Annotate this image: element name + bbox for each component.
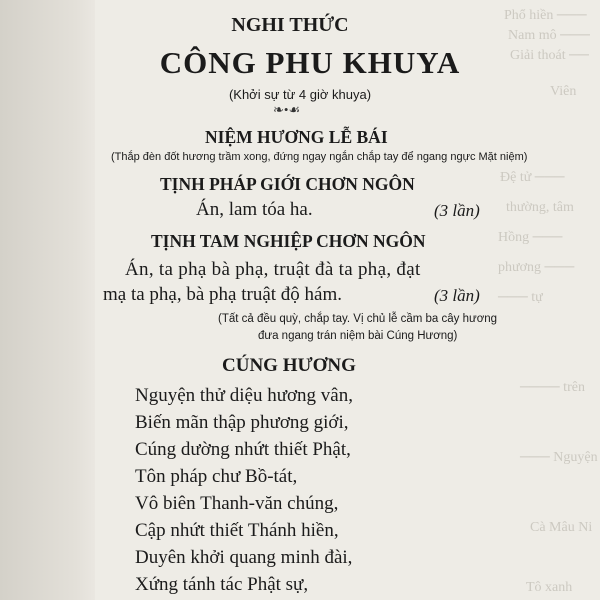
verse-line: Vô biên Thanh-văn chúng, [135, 493, 339, 514]
page-gutter-shadow [0, 0, 95, 600]
rubric-note-1: (Thắp đèn đốt hương trầm xong, đứng ngay ngắn chắp tay để ngang ngực Mặt niệm) [111, 151, 528, 163]
subtitle: (Khởi sự từ 4 giờ khuya) [228, 87, 372, 102]
repeat-count-2: (3 lần) [434, 286, 480, 305]
mantra-line-2b: mạ ta phạ, bà phạ truật độ hám. [103, 284, 343, 305]
section-heading-tinh-tam-nghiep: TỊNH TAM NGHIỆP CHƠN NGÔN [151, 231, 426, 251]
ornament-divider: ❧•☙ [273, 102, 301, 117]
verse-line: Cúng dường nhứt thiết Phật, [135, 439, 351, 460]
rubric-note-2b: đưa ngang trán niệm bài Cúng Hương) [258, 330, 458, 342]
section-heading-niem-huong: NIỆM HƯƠNG LỄ BÁI [205, 127, 388, 147]
verse-line: Tôn pháp chư Bồ-tát, [135, 466, 298, 487]
mantra-line-2a: Án, ta phạ bà phạ, truật đà ta phạ, đạt [125, 259, 421, 280]
page-title: CÔNG PHU KHUYA [159, 45, 461, 80]
rubric-note-2a: (Tất cả đều quỳ, chắp tay. Vị chủ lễ cầm ba cây hương [218, 313, 498, 325]
verse-line: Duyên khởi quang minh đài, [135, 547, 353, 568]
section-heading-tinh-phap-gioi: TỊNH PHÁP GIỚI CHƠN NGÔN [160, 174, 415, 194]
verse-line: Cập nhứt thiết Thánh hiền, [135, 520, 339, 541]
verse-line: Nguyện thử diệu hương vân, [135, 385, 353, 406]
verse-line: Biến mãn thập phương giới, [135, 412, 349, 433]
verse-line: Xứng tánh tác Phật sự, [135, 574, 309, 595]
heading-nghi-thuc: NGHI THỨC [231, 14, 349, 36]
mantra-line-1: Án, lam tóa ha. [196, 199, 313, 220]
repeat-count-1: (3 lần) [434, 201, 480, 220]
section-heading-cung-huong: CÚNG HƯƠNG [222, 355, 356, 376]
bleed-through-text: Phổ hiền ─── Nam mô ─── Giải thoát ── Viên Đệ tử ─── thường, tâm Hồng ─── phương ─── ─── tự ──── trên ─── Nguyện Cà Mâu Ni Tô xanh [498, 8, 598, 595]
